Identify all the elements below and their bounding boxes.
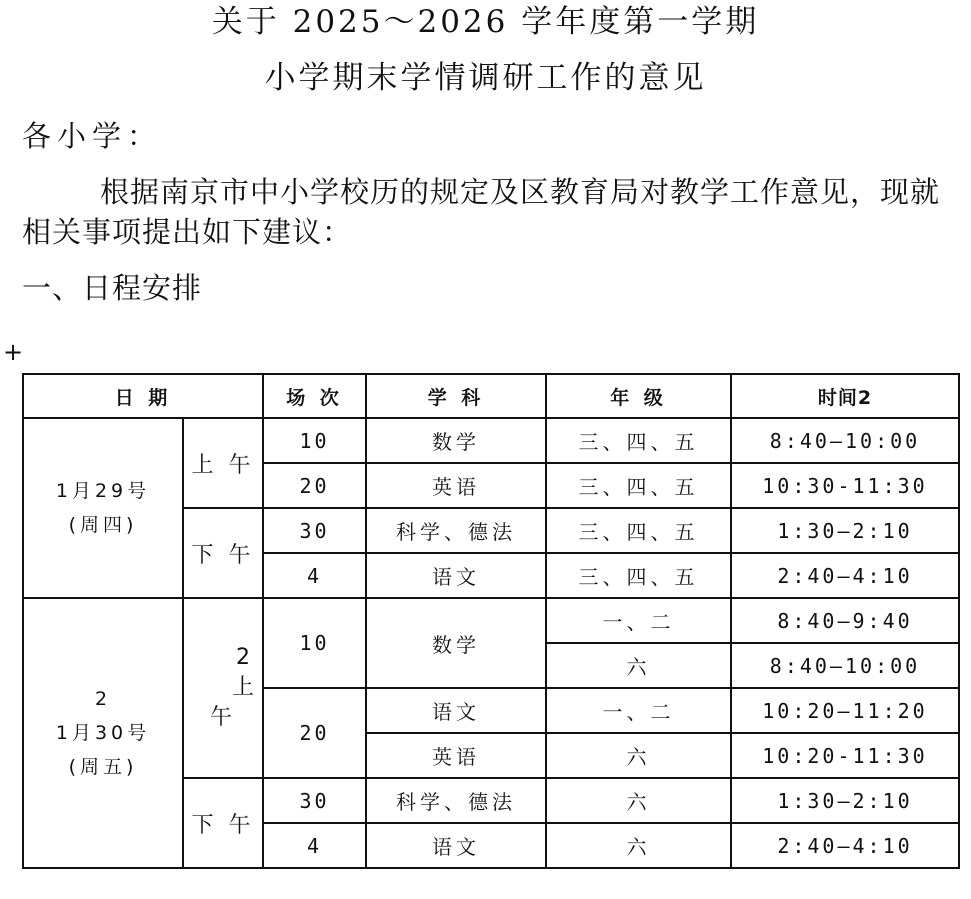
header-subject: 学 科 <box>366 374 546 418</box>
subject-cell: 数学 <box>366 598 546 688</box>
day2-morning-line1: 2上 <box>231 645 258 700</box>
time-cell: 10:20-11:30 <box>731 733 959 778</box>
table-row <box>23 598 959 643</box>
table-header-row <box>23 374 959 418</box>
grade-cell: 六 <box>546 823 731 868</box>
title-prefix: 关于 <box>211 4 293 40</box>
day1-morning: 上 午 <box>183 418 263 508</box>
grade-cell: 三、四、五 <box>546 463 731 508</box>
day2-date-prefix: 2 <box>94 688 112 710</box>
session-cell: 10 <box>263 598 366 688</box>
subject-cell: 语文 <box>366 823 546 868</box>
document-title-line2: 小学期末学情调研工作的意见 <box>264 60 707 96</box>
header-date: 日 期 <box>23 374 263 418</box>
grade-cell: 六 <box>546 778 731 823</box>
addressee: 各小学： <box>22 119 163 153</box>
day2-weekday: (周五) <box>68 756 138 778</box>
day1-afternoon: 下 午 <box>183 508 263 598</box>
session-cell: 30 <box>263 778 366 823</box>
grade-cell: 三、四、五 <box>546 553 731 598</box>
document-title-line1 <box>0 2 971 42</box>
day1-weekday: (周四) <box>68 514 138 536</box>
subject-cell: 英语 <box>366 733 546 778</box>
table-row <box>23 418 959 463</box>
subject-cell: 语文 <box>366 688 546 733</box>
time-cell: 8:40—10:00 <box>731 418 959 463</box>
schedule-table <box>22 373 960 869</box>
subject-cell: 语文 <box>366 553 546 598</box>
header-session: 场 次 <box>263 374 366 418</box>
day2-afternoon: 下 午 <box>183 778 263 868</box>
time-cell: 1:30—2:10 <box>731 778 959 823</box>
time-cell: 10:20—11:20 <box>731 688 959 733</box>
body-paragraph: 根据南京市中小学校历的规定及区教育局对教学工作意见，现就相关事项提出如下建议： <box>22 175 941 249</box>
grade-cell: 六 <box>546 733 731 778</box>
subject-cell: 数学 <box>366 418 546 463</box>
day2-morning-line2: 午 <box>209 705 236 730</box>
session-cell: 10 <box>263 418 366 463</box>
section-heading-schedule: 一、日程安排 <box>22 271 203 305</box>
day2-date-cell <box>23 598 183 868</box>
time-cell: 2:40—4:10 <box>731 823 959 868</box>
time-cell: 8:40—9:40 <box>731 598 959 643</box>
session-cell: 20 <box>263 688 366 778</box>
day1-date: 1月29号 <box>55 480 151 502</box>
grade-cell: 三、四、五 <box>546 418 731 463</box>
subject-cell: 科学、德法 <box>366 778 546 823</box>
grade-cell: 一、二 <box>546 688 731 733</box>
grade-cell: 一、二 <box>546 598 731 643</box>
header-grade: 年 级 <box>546 374 731 418</box>
stray-plus-mark: + <box>3 338 24 366</box>
day2-date: 1月30号 <box>55 722 151 744</box>
grade-cell: 三、四、五 <box>546 508 731 553</box>
title-school-year: 2025～2026 <box>292 4 509 40</box>
subject-cell: 科学、德法 <box>366 508 546 553</box>
session-cell: 30 <box>263 508 366 553</box>
title-suffix: 学年度第一学期 <box>508 4 760 40</box>
time-cell: 8:40—10:00 <box>731 643 959 688</box>
header-time: 时间2 <box>731 374 959 418</box>
time-cell: 2:40—4:10 <box>731 553 959 598</box>
session-cell: 4 <box>263 553 366 598</box>
time-cell: 1:30—2:10 <box>731 508 959 553</box>
subject-cell: 英语 <box>366 463 546 508</box>
session-cell: 4 <box>263 823 366 868</box>
grade-cell: 六 <box>546 643 731 688</box>
session-cell: 20 <box>263 463 366 508</box>
time-cell: 10:30-11:30 <box>731 463 959 508</box>
day2-morning <box>183 598 263 778</box>
day1-date-cell <box>23 418 183 598</box>
